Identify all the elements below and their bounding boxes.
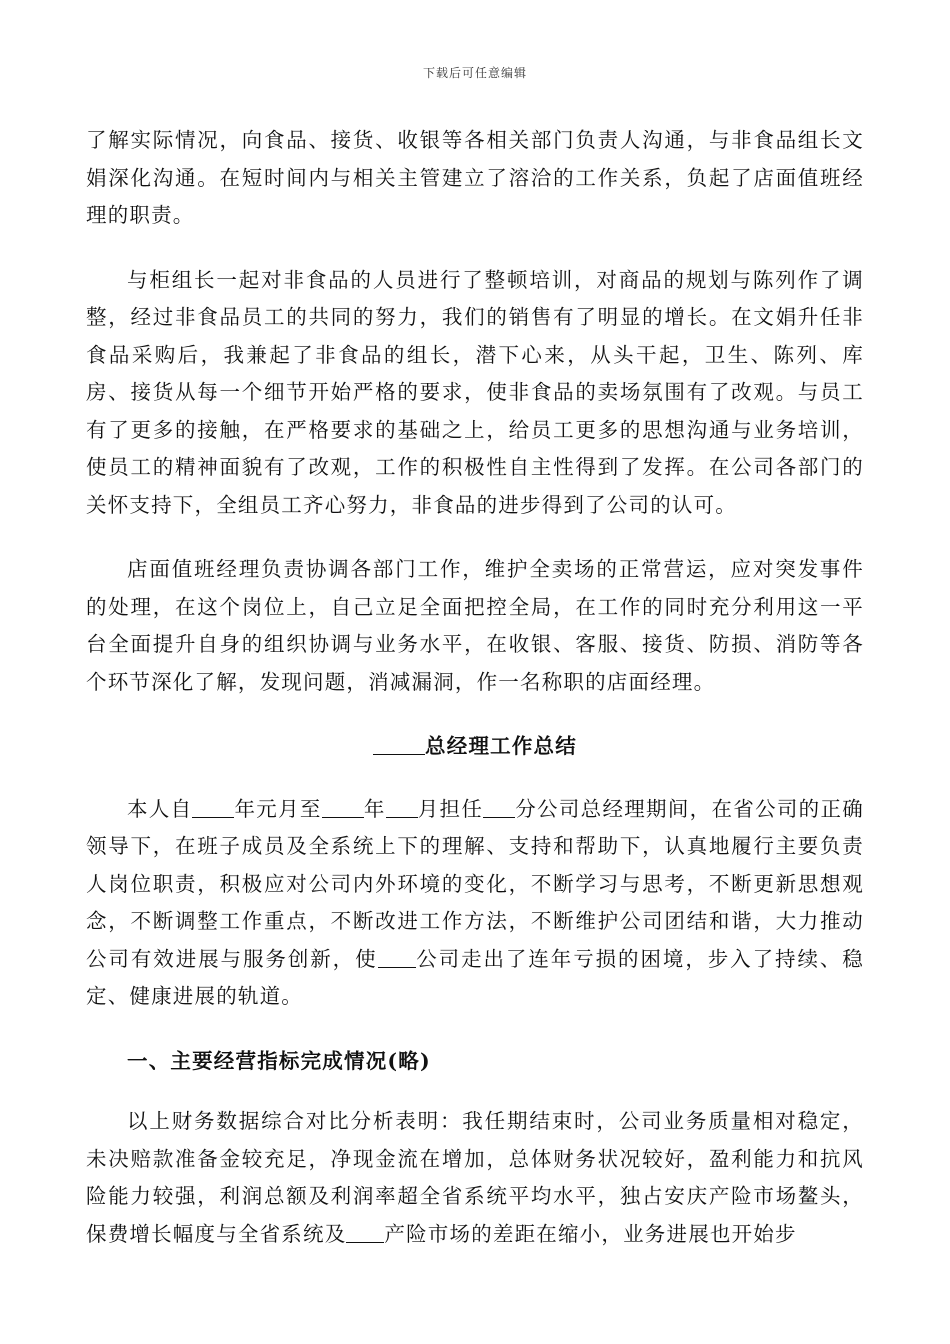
paragraph-5	[86, 1103, 864, 1253]
document-body	[86, 122, 864, 1280]
blank-field	[192, 796, 234, 818]
blank-field	[386, 796, 418, 818]
blank-field	[322, 796, 364, 818]
p5-text-2: 产险市场的差距在缩小，业务进展也开始步	[384, 1221, 797, 1246]
document-title	[86, 728, 864, 766]
section-heading: 一、主要经营指标完成情况(略)	[127, 1048, 431, 1073]
paragraph-2: 与柜组长一起对非食品的人员进行了整顿培训，对商品的规划与陈列作了调整，经过非食品员工的共同的努力，我们的销售有了明显的增长。在文娟升任非食品采购后，我兼起了非食品的组长，潜下心来，从头干起，卫生、陈列、库房、接货从每一个细节开始严格的要求，使非食品的卖场氛围有了改观。与员工有了更多的接触，在严格要求的基础之上，给员工更多的思想沟通与业务培训，使员工的精神面貌有了改观，工作的积极性自主性得到了发挥。在公司各部门的关怀支持下，全组员工齐心努力，非食品的进步得到了公司的认可。	[86, 267, 864, 517]
blank-field	[346, 1221, 384, 1243]
blank-field	[378, 946, 416, 968]
p4-text-3: 年	[363, 796, 386, 821]
paragraph-3: 店面值班经理负责协调各部门工作，维护全卖场的正常营运，应对突发事件的处理，在这个岗位上，自己立足全面把控全局，在工作的同时充分利用这一平台全面提升自身的组织协调与业务水平，在收银、客服、接货、防损、消防等各个环节深化了解，发现问题，消减漏洞，作一名称职的店面经理。	[86, 557, 864, 694]
p4-text-5: 分公司总经理期间，在省公司的正确领导下，在班子成员及全系统上下的理解、支持和帮助下，认真地履行主要负责人岗位职责，积极应对公司内外环境的变化，不断学习与思考，不断更新思想观念，不断调整工作重点，不断改进工作方法，不断维护公司团结和谐，大力推动公司有效进展与服务创新，使	[86, 796, 864, 971]
p4-text-1: 本人自	[127, 796, 193, 821]
paragraph-4	[86, 791, 864, 1016]
page-header-note: 下载后可任意编辑	[422, 66, 527, 80]
blank-field	[483, 796, 515, 818]
p4-text-6: 公司走出了连年亏损的困境，步入了持续、稳定、健康进展的轨道。	[86, 946, 864, 1008]
p5-text-1: 以上财务数据综合对比分析表明：我任期结束时，公司业务质量相对稳定，未决赔款准备金较充足，净现金流在增加，总体财务状况较好，盈利能力和抗风险能力较强，利润总额及利润率超全省系统平均水平，独占安庆产险市场鳌头，保费增长幅度与全省系统及	[86, 1109, 864, 1246]
paragraph-1: 了解实际情况，向食品、接货、收银等各相关部门负责人沟通，与非食品组长文娟深化沟通。在短时间内与相关主管建立了溶洽的工作关系，负起了店面值班经理的职责。	[86, 128, 864, 227]
p4-text-4: 月担任	[417, 796, 484, 821]
title-blank	[373, 734, 425, 756]
title-text: 总经理工作总结	[425, 734, 577, 758]
p4-text-2: 年元月至	[234, 796, 322, 821]
